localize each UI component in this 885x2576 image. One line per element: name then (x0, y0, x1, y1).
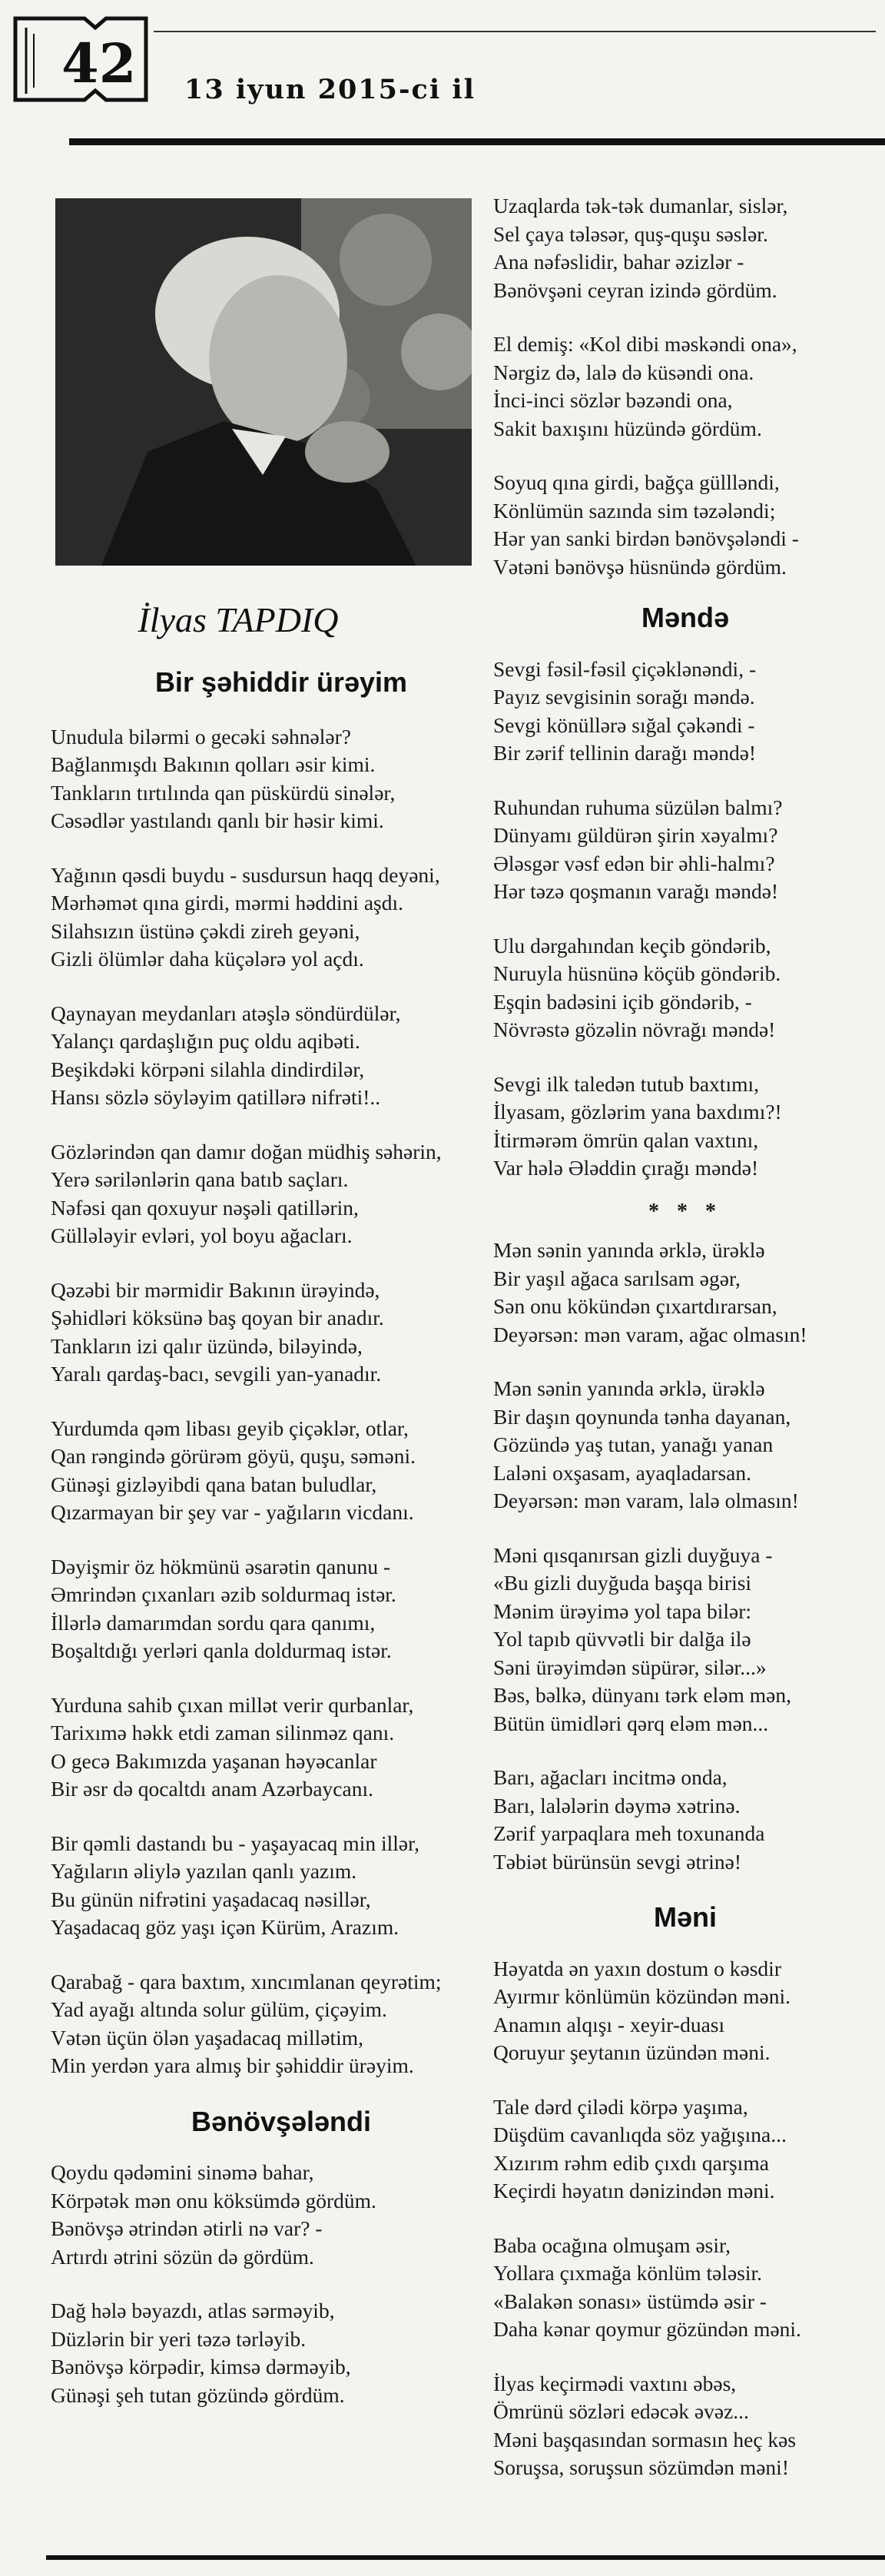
stanza (493, 1955, 877, 2067)
stanza (493, 2370, 877, 2482)
poem-line: Payız sevgisinin sorağı məndə. (493, 685, 755, 709)
poem-line: Bağlanmışdı Bakının qolları əsir kimi. (51, 752, 376, 776)
poem-line: Tankların tırtılında qan püskürdü sinələr, (51, 780, 396, 805)
header-divider (69, 138, 885, 145)
poem-line: Var hələ Ələddin çırağı məndə! (493, 1156, 759, 1180)
poem-line: Hər təzə qoşmanın varağı məndə! (493, 879, 779, 903)
poem-line: Daha kənar qoymur gözündən məni. (493, 2317, 801, 2341)
stanza (51, 1968, 512, 2080)
poem-line: Tankların izi qalır üzündə, biləyində, (51, 1333, 363, 1358)
poem-line: Günəşi gizləyibdi qana batan buludlar, (51, 1472, 377, 1496)
poem-line: Dəyişmir öz hökmünü əsarətin qanunu - (51, 1554, 391, 1578)
poem-line: Qoydu qədəmini sinəmə bahar, (51, 2160, 314, 2184)
poem-line: Nuruyla hüsnünə köçüb göndərib. (493, 961, 781, 985)
poem-line: Günəşi şeh tutan gözündə gördüm. (51, 2382, 345, 2407)
poem-line: Təbiət bürünsün sevgi ətrinə! (493, 1849, 742, 1874)
poem-line: Sevgi fəsil-fəsil çiçəklənəndi, - (493, 656, 757, 681)
poem-line: Düşdüm cavanlıqda söz yağışına... (493, 2123, 787, 2146)
poem-line: Soruşsa, soruşsun sözümdən məni! (493, 2455, 789, 2479)
poem-line: El demiş: «Kol dibi məskəndi ona», (493, 332, 797, 356)
poem-line: Yurduna sahib çıxan millət verir qurbanlar, (51, 1692, 414, 1717)
poem-title-benovseli: Bənövşələndi (191, 2105, 372, 2137)
poem-line: Düzlərin bir yeri təzə tərləyib. (51, 2326, 307, 2351)
poem-line: Nərgiz də, lalə də küsəndi ona. (493, 360, 754, 384)
stanza (51, 2297, 512, 2409)
poem-line: Bənövşəni ceyran izində gördüm. (493, 277, 777, 302)
poem-untitled (493, 1237, 877, 1876)
poem-line: Bir zərif tellinin darağı məndə! (493, 741, 757, 765)
stanza (493, 1071, 877, 1183)
poem-line: Soyuq qına girdi, bağça güllləndi, (493, 470, 780, 494)
stanza (51, 1830, 512, 1942)
poem-line: Qaynayan meydanları atəşlə söndürdülər, (51, 1001, 401, 1025)
poem-sehid (51, 723, 512, 2080)
page-number: 42 (61, 32, 137, 95)
stanza (51, 1415, 512, 1527)
poem-line: Dünyamı güldürən şirin xəyalmı? (493, 823, 778, 847)
poem-line: Körpətək mən onu köksümdə gördüm. (51, 2188, 376, 2213)
poem-line: Min yerdən yara almış bir şəhiddir ürəyim. (51, 2053, 414, 2077)
stanza (51, 1138, 512, 1250)
stanza (493, 1237, 877, 1349)
poem-line: Silahsızın üstünə çəkdi zireh geyəni, (51, 918, 360, 943)
poem-line: Barı, lalələrin dəymə xətrinə. (493, 1793, 741, 1817)
poem-line: Ruhundan ruhuma süzülən balmı? (493, 795, 783, 819)
poem-line: Bənövşə körpədir, kimsə dərməyib, (51, 2355, 351, 2378)
poem-line: Gözündə yaş tutan, yanağı yanan (493, 1432, 774, 1456)
poem-line: Ayırmır könlümün közündən məni. (493, 1984, 791, 2008)
poem-line: Hər yan sanki birdən bənövşələndi - (493, 526, 799, 550)
poem-line: Həyatda ən yaxın dostum o kəsdir (493, 1956, 781, 1980)
stanza (493, 2232, 877, 2344)
poem-line: Məni qısqanırsan gizli duyğuya - (493, 1542, 773, 1567)
poem-line: Güllələyir evləri, yol boyu ağacları. (51, 1223, 353, 1247)
stanza (493, 656, 877, 768)
poem-line: Yollara çıxmağa könlüm tələsir. (493, 2261, 763, 2285)
author-name: İlyas TAPDIQ (138, 600, 339, 639)
poem-line: Bütün ümidləri qərq eləm mən... (493, 1711, 769, 1735)
poem-line: Sevgi ilk taledən tutub baxtımı, (493, 1071, 759, 1096)
stanza (51, 1553, 512, 1665)
poem-line: Hansı sözlə söyləyim qatillərə nifrəti!.. (51, 1085, 381, 1109)
poem-line: Dağ hələ bəyazdı, atlas sərməyib, (51, 2299, 335, 2322)
poem-line: Vətən üçün ölən yaşadacaq millətim, (51, 2025, 364, 2050)
poem-line: Qəzəbi bir mərmidir Bakının ürəyində, (51, 1277, 380, 1302)
poem-line: Barı, ağacları incitmə onda, (493, 1765, 728, 1789)
poem-line: Beşikdəki körpəni silahla dindirdilər, (51, 1057, 365, 1081)
poem-mende (493, 656, 877, 1183)
poem-line: Mən sənin yanında ərklə, ürəklə (493, 1238, 765, 1262)
poem-line: Ələsgər vəsf edən bir əhli-halmı? (493, 851, 775, 875)
poem-line: Mənim ürəyimə yol tapa bilər: (493, 1598, 752, 1623)
poem-line: Artırdı ətrini sözün də gördüm. (51, 2244, 314, 2269)
poem-line: Yol tapıb qüvvətli bir dalğa ilə (493, 1627, 751, 1651)
stanza (51, 861, 512, 974)
poem-line: Bəs, bəlkə, dünyanı tərk eləm mən, (493, 1683, 791, 1707)
poem-line: Qarabağ - qara baxtım, xıncımlanan qeyrətim; (51, 1969, 442, 1993)
poem-line: Bu günün nifrətini yaşadacaq nəsillər, (51, 1887, 371, 1911)
poem-line: Unudula bilərmi o gecəki səhnələr? (51, 724, 351, 749)
poem-line: Bənövşə ətrindən ətirli nə var? - (51, 2216, 323, 2240)
poem-line: İnci-inci sözlər bəzəndi ona, (493, 388, 733, 412)
stanza (51, 1691, 512, 1804)
poem-line: Deyərsən: mən varam, lalə olmasın! (493, 1489, 799, 1512)
poem-line: Ana nəfəslidir, bahar əzizlər - (493, 250, 744, 274)
stanza (493, 330, 877, 443)
poem-line: Səni ürəyimdən süpürər, silər...» (493, 1655, 767, 1679)
poem-line: Mən sənin yanında ərklə, ürəklə (493, 1376, 765, 1400)
poem-line: Əmrindən çıxanları əzib soldurmaq istər. (51, 1582, 396, 1606)
stanza (493, 1542, 877, 1738)
poem-line: Tarixımə həkk etdi zaman silinməz qanı. (51, 1721, 395, 1744)
stanza (493, 932, 877, 1044)
stanza (51, 1000, 512, 1112)
poem-line: Sel çaya tələsər, quş-quşu səslər. (493, 221, 768, 246)
stanza (51, 1276, 512, 1389)
poem-title-meni: Məni (653, 1901, 717, 1933)
poem-line: Yalançı qardaşlığın puç oldu aqibəti. (51, 1029, 360, 1053)
stanza (493, 2093, 877, 2206)
poem-line: Yaralı qardaş-bacı, sevgili yan-yanadır. (51, 1362, 382, 1386)
poem-line: Keçirdi həyatın dənizindən məni. (493, 2179, 775, 2203)
poem-line: Mərhəmət qına girdi, mərmi həddini aşdı. (51, 891, 403, 915)
poem-line: Vətəni bənövşə hüsnündə gördüm. (493, 554, 787, 579)
poem-line: Ömrünü sözləri edəcək əvəz... (493, 2399, 749, 2423)
poem-line: İlyas keçirmədi vaxtını əbəs, (493, 2371, 737, 2395)
poem-line: Boşaltdığı yerləri qanla doldurmaq istər. (51, 1638, 392, 1662)
poem-line: Yad ayağı altında solur gülüm, çiçəyim. (51, 1997, 387, 2021)
poem-line: Ulu dərgahından keçib göndərib, (493, 933, 771, 958)
left-column (51, 666, 512, 2409)
poem-benovseli-part1 (51, 2159, 512, 2409)
poem-line: İllərlə damarımdan sordu qara qanımı, (51, 1610, 376, 1635)
stanza (493, 1764, 877, 1876)
poem-line: Könlümün sazında sim təzələndi; (493, 498, 776, 523)
stanza (493, 469, 877, 581)
poem-line: «Bu gizli duyğuda başqa birisi (493, 1571, 752, 1595)
poem-line: Yağıların əliylə yazılan qanlı yazım. (51, 1859, 357, 1883)
poem-line: Cəsədlər yastılandı qanlı bir həsir kimi. (51, 808, 384, 832)
poem-title-mende: Məndə (641, 602, 729, 633)
poem-line: Bir yaşıl ağaca sarılsam əgər, (493, 1266, 741, 1290)
poem-line: Məni başqasından sormasın heç kəs (493, 2427, 797, 2452)
poem-line: Laləni oxşasam, ayaqladarsan. (493, 1460, 751, 1485)
poem-line: Tale dərd çilədi körpə yaşıma, (493, 2094, 748, 2119)
poem-line: Qan rəngində görürəm göyü, quşu, səməni. (51, 1444, 416, 1468)
poem-line: Eşqin badəsini içib göndərib, - (493, 989, 752, 1014)
poem-line: Sən onu kökündən çıxartdırarsan, (493, 1294, 777, 1318)
footer-rule (46, 2555, 885, 2560)
poem-line: Yerə sərilənlərin qana batıb saçları. (51, 1167, 349, 1191)
poem-line: Uzaqlarda tək-tək dumanlar, sislər, (493, 194, 788, 217)
poem-line: Növrəstə gözəlin növrağı məndə! (493, 1017, 776, 1041)
poem-line: Yurdumda qəm libası geyib çiçəklər, otlar, (51, 1416, 409, 1440)
poem-line: Sevgi könüllərə sığal çəkəndi - (493, 712, 755, 737)
stanza (493, 794, 877, 906)
poem-line: Xızırım rəhm edib çıxdı qarşıma (493, 2150, 769, 2175)
author-portrait (55, 198, 472, 566)
poem-line: Bir daşın qoynunda tənha dayanan, (493, 1404, 791, 1429)
right-column (493, 192, 877, 2482)
poem-line: Yağının qəsdi buydu - susdursun haqq deyəni, (51, 862, 440, 887)
poem-line: Sakit baxışını hüzündə gördüm. (493, 416, 762, 440)
issue-date: 13 iyun 2015-ci il (184, 74, 476, 105)
poem-title-sehid: Bir şəhiddir ürəyim (154, 666, 408, 698)
poem-line: «Balakən sonası» üstümdə əsir - (493, 2289, 767, 2313)
portrait-photo (55, 198, 472, 566)
poem-line: Zərif yarpaqlara meh toxunanda (493, 1821, 765, 1845)
poem-line: Şəhidləri köksünə baş qoyan bir anadır. (51, 1306, 384, 1329)
stanza (493, 1375, 877, 1515)
header-rule (154, 31, 876, 32)
stanza (493, 192, 877, 304)
poem-line: Nəfəsi qan qoxuyur nəşəli qatillərin, (51, 1195, 359, 1220)
poem-line: İtirmərəm ömrün qalan vaxtını, (493, 1127, 759, 1152)
poem-line: Bir qəmli dastandı bu - yaşayacaq min illər, (51, 1831, 420, 1855)
poem-line: Gözlərindən qan damır doğan müdhiş səhərin, (51, 1139, 442, 1164)
section-stars: * * * (648, 1199, 722, 1223)
poem-line: Anamın alqışı - xeyir-duası (493, 2012, 725, 2037)
poem-line: Yaşadacaq göz yaşı içən Kürüm, Arazım. (51, 1915, 399, 1939)
poem-line: Qızarmayan bir şey var - yağıların vicdanı. (51, 1500, 414, 1524)
poem-line: Baba ocağına olmuşam əsir, (493, 2232, 731, 2257)
poem-line: Gizli ölümlər daha küçələrə yol açdı. (51, 947, 364, 971)
poem-line: Qoruyur şeytanın üzündən məni. (493, 2040, 771, 2064)
poem-meni (493, 1955, 877, 2482)
poem-line: Deyərsən: mən varam, ağac olmasın! (493, 1322, 807, 1346)
stanza (51, 723, 512, 835)
poem-benovseli-part2 (493, 192, 877, 581)
poem-line: Bir əsr də qocaltdı anam Azərbaycanı. (51, 1777, 373, 1801)
stanza (51, 2159, 512, 2271)
poem-line: İlyasam, gözlərim yana baxdımı?! (493, 1100, 782, 1124)
poem-line: O gecə Bakımızda yaşanan həyəcanlar (51, 1748, 377, 1773)
